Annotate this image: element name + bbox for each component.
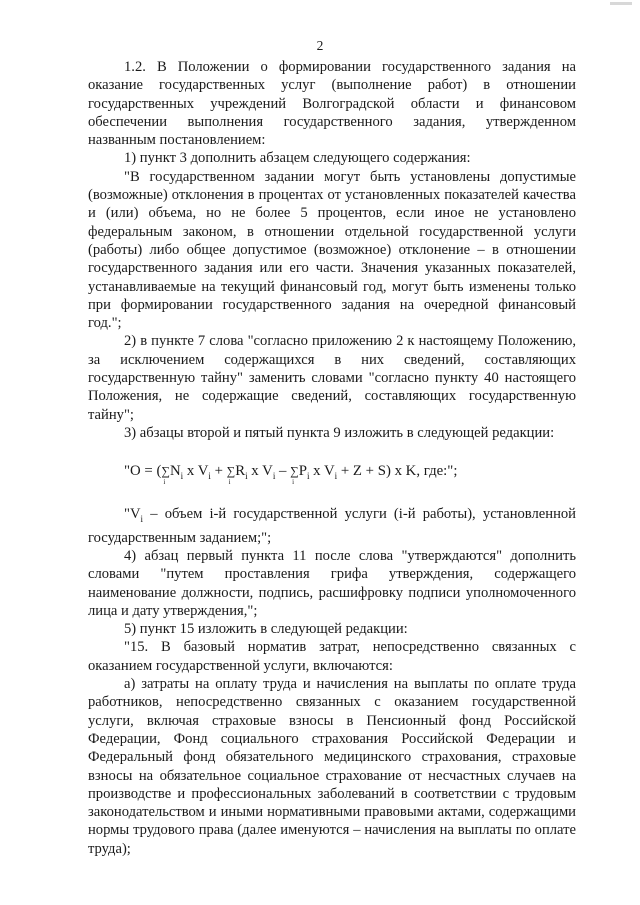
formula-p-sub: i (306, 471, 310, 482)
formula-v: V (197, 463, 209, 480)
paragraph-item-3: 3) абзацы второй и пятый пункта 9 изложить в следующей редакции: (124, 424, 555, 441)
paragraph-item-5: 5) пункт 15 изложить в следующей редакции: (124, 621, 408, 638)
paragraph-subitem-a: а) затраты на оплату труда и начисления на выплаты по оплате труда работников, непосредственно связанных с оказанием государственной услуги, включая страховые взносы в Пенсионный фонд Российской Федерации, Фонд социального страхования Российской Федерации и Федеральный фонд обязательного медицинского страхования, страховые взносы на обязательное социальное страхование от несчастных случаев на производстве и профессиональных заболеваний в соответствии с трудовым законодательством и иными нормативными правовыми актами, содержащими нормы трудового права (далее именуются – начисления на выплаты по оплате труда); (88, 676, 576, 857)
formula-v: V (323, 463, 335, 480)
sum-symbol: ∑ i (290, 462, 299, 480)
paragraph-item-1: 1) пункт 3 дополнить абзацем следующего содержания: (124, 150, 471, 167)
corner-mark (610, 2, 632, 5)
sum-symbol: ∑ i (161, 462, 170, 480)
formula-p: P (298, 463, 307, 480)
formula-v-sub: i (208, 471, 211, 482)
paragraph-point-15: "15. В базовый норматив затрат, непосредственно связанных с оказанием государственной услуги, включаются: (88, 639, 576, 674)
sum-index: i (228, 478, 231, 487)
formula-r: R (235, 463, 246, 480)
paragraph-item-4: 4) абзац первый пункта 11 после слова "утверждаются" дополнить словами "путем проставления грифа утверждения, содержащего наименование должности, подпись, расшифровку подписи уполномоченного лица и дату утверждения,"; (88, 547, 576, 619)
formula-tail: + Z + S) x K, где:"; (337, 463, 458, 480)
page-number: 2 (316, 38, 324, 53)
paragraph-1-2: 1.2. В Положении о формировании государственного задания на оказание государственных услуг (выполнение работ) в отношении государственных учреждений Волгоградской области и финансовом обеспечении выполнения государственного задания, утвержденном названным постановлением: (88, 59, 576, 149)
sum-index: i (163, 478, 166, 487)
formula-open: "O = ( (124, 463, 162, 480)
formula: "O = (∑ i $N_i$ x $V_i$ + ∑ i $R_i$ x $V_i$ – ∑ i $P_i$ x $V_i + Z + S$) x K, где:"; (124, 462, 576, 485)
formula-r-sub: i (245, 471, 248, 482)
formula-v: V (262, 463, 273, 480)
formula-n-sub: i (180, 471, 184, 482)
formula-v-sub: i (334, 471, 338, 482)
paragraph-item-2: 2) в пункте 7 слова "согласно приложению 2 к настоящему Положению, за исключением содержащихся в них сведений, составляющих государственную тайну" заменить словами "согласно пункту 40 настоящего Положения, не содержащие сведений, составляющих государственную тайну"; (88, 333, 576, 423)
formula-v-sub: i (272, 471, 276, 482)
sum-index: i (292, 478, 295, 487)
paragraph-v-definition: "$V_i$ – объем i-й государственной услуги (i-й работы), установленной государственным заданием;"; (88, 506, 576, 546)
document-body (88, 58, 576, 858)
formula-n: N (169, 463, 181, 480)
paragraph-quote-deviation: "В государственном задании могут быть установлены допустимые (возможные) отклонения в процентах от установленных показателей качества и (или) объема, но не более 5 процентов, если иное не установлено федеральным законом, в отношении отдельной государственной услуги (работы) либо общее допустимое (возможное) отклонение – в отношении государственного задания или его части. Значения указанных показателей, устанавливаемые на текущий финансовый год, могут быть изменены только при формировании государственного задания на очередной финансовый год."; (88, 168, 576, 332)
sum-symbol: ∑ i (227, 462, 236, 480)
